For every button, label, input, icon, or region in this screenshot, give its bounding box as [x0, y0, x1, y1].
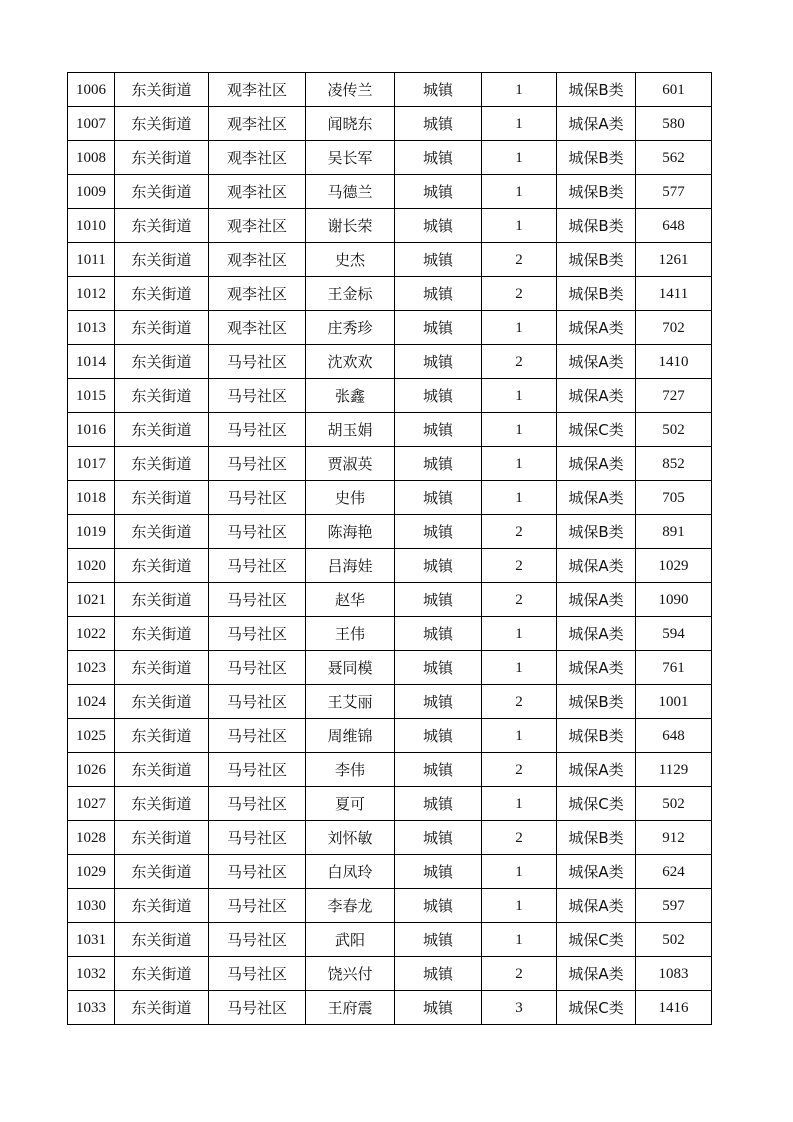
- area-type-cell: 城镇: [395, 923, 482, 957]
- name-cell: 吕海娃: [306, 549, 395, 583]
- area-type-cell: 城镇: [395, 277, 482, 311]
- id-cell: 1033: [68, 991, 115, 1025]
- table-row: [68, 413, 712, 447]
- community-cell: 马号社区: [209, 379, 306, 413]
- id-cell: 1030: [68, 889, 115, 923]
- category-cell: 城保A类: [557, 617, 636, 651]
- amount-cell: 1083: [636, 957, 712, 991]
- name-cell: 周维锦: [306, 719, 395, 753]
- household-count-cell: 2: [482, 549, 557, 583]
- table-row: [68, 651, 712, 685]
- area-type-cell: 城镇: [395, 379, 482, 413]
- community-cell: 观李社区: [209, 73, 306, 107]
- table-row: [68, 175, 712, 209]
- community-cell: 马号社区: [209, 447, 306, 481]
- area-type-cell: 城镇: [395, 549, 482, 583]
- id-cell: 1022: [68, 617, 115, 651]
- id-cell: 1026: [68, 753, 115, 787]
- category-cell: 城保C类: [557, 923, 636, 957]
- category-cell: 城保B类: [557, 515, 636, 549]
- street-cell: 东关街道: [115, 209, 209, 243]
- amount-cell: 1411: [636, 277, 712, 311]
- street-cell: 东关街道: [115, 277, 209, 311]
- community-cell: 马号社区: [209, 787, 306, 821]
- amount-cell: 601: [636, 73, 712, 107]
- community-cell: 马号社区: [209, 889, 306, 923]
- amount-cell: 761: [636, 651, 712, 685]
- table-row: [68, 923, 712, 957]
- area-type-cell: 城镇: [395, 141, 482, 175]
- street-cell: 东关街道: [115, 73, 209, 107]
- name-cell: 贾淑英: [306, 447, 395, 481]
- table-row: [68, 957, 712, 991]
- name-cell: 夏可: [306, 787, 395, 821]
- amount-cell: 1090: [636, 583, 712, 617]
- area-type-cell: 城镇: [395, 447, 482, 481]
- table-body: [68, 73, 712, 1025]
- id-cell: 1010: [68, 209, 115, 243]
- street-cell: 东关街道: [115, 549, 209, 583]
- street-cell: 东关街道: [115, 957, 209, 991]
- amount-cell: 502: [636, 413, 712, 447]
- street-cell: 东关街道: [115, 889, 209, 923]
- category-cell: 城保B类: [557, 73, 636, 107]
- street-cell: 东关街道: [115, 787, 209, 821]
- id-cell: 1013: [68, 311, 115, 345]
- table-row: [68, 209, 712, 243]
- street-cell: 东关街道: [115, 345, 209, 379]
- name-cell: 赵华: [306, 583, 395, 617]
- table-row: [68, 515, 712, 549]
- amount-cell: 648: [636, 209, 712, 243]
- household-count-cell: 1: [482, 175, 557, 209]
- area-type-cell: 城镇: [395, 719, 482, 753]
- table-row: [68, 855, 712, 889]
- community-cell: 马号社区: [209, 345, 306, 379]
- id-cell: 1023: [68, 651, 115, 685]
- community-cell: 观李社区: [209, 209, 306, 243]
- table-row: [68, 753, 712, 787]
- community-cell: 马号社区: [209, 481, 306, 515]
- area-type-cell: 城镇: [395, 685, 482, 719]
- name-cell: 饶兴付: [306, 957, 395, 991]
- community-cell: 马号社区: [209, 413, 306, 447]
- community-cell: 马号社区: [209, 923, 306, 957]
- community-cell: 观李社区: [209, 277, 306, 311]
- table-row: [68, 787, 712, 821]
- community-cell: 马号社区: [209, 753, 306, 787]
- household-count-cell: 1: [482, 413, 557, 447]
- category-cell: 城保A类: [557, 549, 636, 583]
- name-cell: 庄秀珍: [306, 311, 395, 345]
- street-cell: 东关街道: [115, 923, 209, 957]
- street-cell: 东关街道: [115, 413, 209, 447]
- id-cell: 1012: [68, 277, 115, 311]
- street-cell: 东关街道: [115, 821, 209, 855]
- id-cell: 1007: [68, 107, 115, 141]
- household-count-cell: 1: [482, 73, 557, 107]
- name-cell: 聂同模: [306, 651, 395, 685]
- id-cell: 1024: [68, 685, 115, 719]
- id-cell: 1014: [68, 345, 115, 379]
- street-cell: 东关街道: [115, 447, 209, 481]
- name-cell: 武阳: [306, 923, 395, 957]
- category-cell: 城保B类: [557, 175, 636, 209]
- amount-cell: 580: [636, 107, 712, 141]
- community-cell: 马号社区: [209, 651, 306, 685]
- category-cell: 城保B类: [557, 277, 636, 311]
- name-cell: 王艾丽: [306, 685, 395, 719]
- name-cell: 王金标: [306, 277, 395, 311]
- community-cell: 观李社区: [209, 175, 306, 209]
- household-count-cell: 1: [482, 889, 557, 923]
- id-cell: 1011: [68, 243, 115, 277]
- category-cell: 城保A类: [557, 957, 636, 991]
- table-row: [68, 379, 712, 413]
- community-cell: 马号社区: [209, 855, 306, 889]
- table-row: [68, 107, 712, 141]
- name-cell: 胡玉娟: [306, 413, 395, 447]
- table-row: [68, 243, 712, 277]
- household-count-cell: 1: [482, 447, 557, 481]
- category-cell: 城保B类: [557, 141, 636, 175]
- household-count-cell: 2: [482, 277, 557, 311]
- amount-cell: 577: [636, 175, 712, 209]
- name-cell: 李春龙: [306, 889, 395, 923]
- amount-cell: 648: [636, 719, 712, 753]
- amount-cell: 1029: [636, 549, 712, 583]
- amount-cell: 1129: [636, 753, 712, 787]
- category-cell: 城保A类: [557, 107, 636, 141]
- area-type-cell: 城镇: [395, 73, 482, 107]
- street-cell: 东关街道: [115, 379, 209, 413]
- household-count-cell: 2: [482, 243, 557, 277]
- community-cell: 观李社区: [209, 243, 306, 277]
- id-cell: 1016: [68, 413, 115, 447]
- name-cell: 陈海艳: [306, 515, 395, 549]
- community-cell: 马号社区: [209, 719, 306, 753]
- amount-cell: 1410: [636, 345, 712, 379]
- name-cell: 白凤玲: [306, 855, 395, 889]
- table-row: [68, 73, 712, 107]
- name-cell: 张鑫: [306, 379, 395, 413]
- household-count-cell: 2: [482, 957, 557, 991]
- amount-cell: 597: [636, 889, 712, 923]
- street-cell: 东关街道: [115, 311, 209, 345]
- category-cell: 城保A类: [557, 311, 636, 345]
- community-cell: 观李社区: [209, 311, 306, 345]
- household-count-cell: 1: [482, 481, 557, 515]
- household-count-cell: 1: [482, 923, 557, 957]
- id-cell: 1027: [68, 787, 115, 821]
- table-row: [68, 481, 712, 515]
- amount-cell: 502: [636, 923, 712, 957]
- name-cell: 吴长军: [306, 141, 395, 175]
- street-cell: 东关街道: [115, 651, 209, 685]
- amount-cell: 852: [636, 447, 712, 481]
- area-type-cell: 城镇: [395, 991, 482, 1025]
- name-cell: 史伟: [306, 481, 395, 515]
- table-row: [68, 821, 712, 855]
- category-cell: 城保A类: [557, 855, 636, 889]
- table-row: [68, 447, 712, 481]
- id-cell: 1028: [68, 821, 115, 855]
- category-cell: 城保A类: [557, 753, 636, 787]
- area-type-cell: 城镇: [395, 855, 482, 889]
- id-cell: 1031: [68, 923, 115, 957]
- category-cell: 城保A类: [557, 583, 636, 617]
- area-type-cell: 城镇: [395, 889, 482, 923]
- household-count-cell: 1: [482, 617, 557, 651]
- community-cell: 马号社区: [209, 515, 306, 549]
- table-row: [68, 685, 712, 719]
- area-type-cell: 城镇: [395, 175, 482, 209]
- category-cell: 城保B类: [557, 685, 636, 719]
- amount-cell: 562: [636, 141, 712, 175]
- area-type-cell: 城镇: [395, 481, 482, 515]
- household-count-cell: 1: [482, 209, 557, 243]
- community-cell: 马号社区: [209, 957, 306, 991]
- name-cell: 闻晓东: [306, 107, 395, 141]
- household-count-cell: 2: [482, 583, 557, 617]
- name-cell: 凌传兰: [306, 73, 395, 107]
- id-cell: 1021: [68, 583, 115, 617]
- table-row: [68, 549, 712, 583]
- category-cell: 城保A类: [557, 651, 636, 685]
- name-cell: 王伟: [306, 617, 395, 651]
- area-type-cell: 城镇: [395, 617, 482, 651]
- community-cell: 马号社区: [209, 617, 306, 651]
- id-cell: 1019: [68, 515, 115, 549]
- table-row: [68, 583, 712, 617]
- street-cell: 东关街道: [115, 719, 209, 753]
- community-cell: 马号社区: [209, 685, 306, 719]
- street-cell: 东关街道: [115, 107, 209, 141]
- amount-cell: 594: [636, 617, 712, 651]
- id-cell: 1025: [68, 719, 115, 753]
- household-count-cell: 1: [482, 651, 557, 685]
- table-row: [68, 345, 712, 379]
- category-cell: 城保B类: [557, 719, 636, 753]
- category-cell: 城保A类: [557, 889, 636, 923]
- household-count-cell: 1: [482, 311, 557, 345]
- table-row: [68, 991, 712, 1025]
- category-cell: 城保B类: [557, 209, 636, 243]
- name-cell: 王府震: [306, 991, 395, 1025]
- area-type-cell: 城镇: [395, 957, 482, 991]
- area-type-cell: 城镇: [395, 413, 482, 447]
- household-count-cell: 2: [482, 345, 557, 379]
- id-cell: 1018: [68, 481, 115, 515]
- community-cell: 观李社区: [209, 107, 306, 141]
- household-count-cell: 1: [482, 141, 557, 175]
- area-type-cell: 城镇: [395, 107, 482, 141]
- amount-cell: 702: [636, 311, 712, 345]
- name-cell: 马德兰: [306, 175, 395, 209]
- household-count-cell: 2: [482, 685, 557, 719]
- table-row: [68, 889, 712, 923]
- community-cell: 马号社区: [209, 991, 306, 1025]
- category-cell: 城保B类: [557, 243, 636, 277]
- id-cell: 1008: [68, 141, 115, 175]
- street-cell: 东关街道: [115, 991, 209, 1025]
- area-type-cell: 城镇: [395, 345, 482, 379]
- amount-cell: 624: [636, 855, 712, 889]
- community-cell: 马号社区: [209, 583, 306, 617]
- community-cell: 马号社区: [209, 549, 306, 583]
- household-count-cell: 1: [482, 719, 557, 753]
- table-row: [68, 719, 712, 753]
- name-cell: 刘怀敏: [306, 821, 395, 855]
- amount-cell: 891: [636, 515, 712, 549]
- category-cell: 城保A类: [557, 447, 636, 481]
- area-type-cell: 城镇: [395, 787, 482, 821]
- table-row: [68, 277, 712, 311]
- area-type-cell: 城镇: [395, 515, 482, 549]
- name-cell: 谢长荣: [306, 209, 395, 243]
- area-type-cell: 城镇: [395, 243, 482, 277]
- street-cell: 东关街道: [115, 685, 209, 719]
- street-cell: 东关街道: [115, 515, 209, 549]
- id-cell: 1029: [68, 855, 115, 889]
- id-cell: 1006: [68, 73, 115, 107]
- name-cell: 史杰: [306, 243, 395, 277]
- id-cell: 1009: [68, 175, 115, 209]
- amount-cell: 705: [636, 481, 712, 515]
- amount-cell: 1416: [636, 991, 712, 1025]
- id-cell: 1032: [68, 957, 115, 991]
- amount-cell: 727: [636, 379, 712, 413]
- id-cell: 1020: [68, 549, 115, 583]
- table-row: [68, 617, 712, 651]
- name-cell: 李伟: [306, 753, 395, 787]
- household-count-cell: 1: [482, 855, 557, 889]
- street-cell: 东关街道: [115, 855, 209, 889]
- household-count-cell: 1: [482, 787, 557, 821]
- area-type-cell: 城镇: [395, 651, 482, 685]
- table-row: [68, 311, 712, 345]
- street-cell: 东关街道: [115, 753, 209, 787]
- street-cell: 东关街道: [115, 141, 209, 175]
- area-type-cell: 城镇: [395, 821, 482, 855]
- category-cell: 城保B类: [557, 821, 636, 855]
- household-count-cell: 2: [482, 821, 557, 855]
- name-cell: 沈欢欢: [306, 345, 395, 379]
- household-count-cell: 1: [482, 379, 557, 413]
- table-row: [68, 141, 712, 175]
- area-type-cell: 城镇: [395, 753, 482, 787]
- amount-cell: 502: [636, 787, 712, 821]
- data-table: [67, 72, 712, 1025]
- street-cell: 东关街道: [115, 175, 209, 209]
- street-cell: 东关街道: [115, 617, 209, 651]
- household-count-cell: 3: [482, 991, 557, 1025]
- area-type-cell: 城镇: [395, 311, 482, 345]
- category-cell: 城保A类: [557, 345, 636, 379]
- community-cell: 马号社区: [209, 821, 306, 855]
- street-cell: 东关街道: [115, 583, 209, 617]
- household-count-cell: 2: [482, 515, 557, 549]
- id-cell: 1017: [68, 447, 115, 481]
- household-count-cell: 2: [482, 753, 557, 787]
- category-cell: 城保C类: [557, 991, 636, 1025]
- amount-cell: 1261: [636, 243, 712, 277]
- amount-cell: 1001: [636, 685, 712, 719]
- street-cell: 东关街道: [115, 481, 209, 515]
- category-cell: 城保C类: [557, 787, 636, 821]
- category-cell: 城保A类: [557, 481, 636, 515]
- amount-cell: 912: [636, 821, 712, 855]
- community-cell: 观李社区: [209, 141, 306, 175]
- id-cell: 1015: [68, 379, 115, 413]
- category-cell: 城保C类: [557, 413, 636, 447]
- household-count-cell: 1: [482, 107, 557, 141]
- area-type-cell: 城镇: [395, 583, 482, 617]
- area-type-cell: 城镇: [395, 209, 482, 243]
- category-cell: 城保A类: [557, 379, 636, 413]
- street-cell: 东关街道: [115, 243, 209, 277]
